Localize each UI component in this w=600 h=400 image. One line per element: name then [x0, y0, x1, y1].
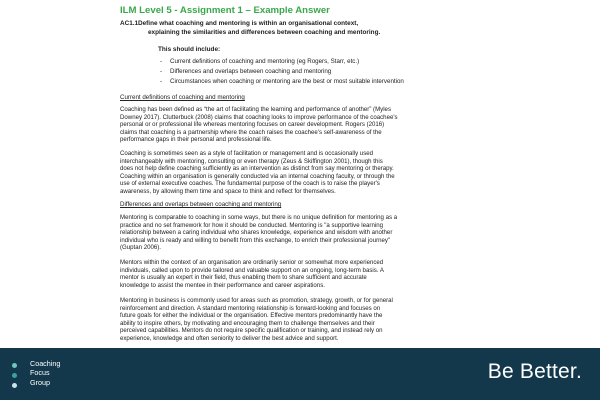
paragraph: Coaching has been defined as “the art of facilitating the learning and performance of another” (Myles Downey 2017). Clutterbuck (2008) claims that coaching looks to improve performance of the coachee's personal or or professional life whereas mentoring focuses on career development. Rogers (2016) claims that coaching is a partnership where the coach raises the coachee's self-awareness of the performance gaps in their personal and professional life.	[120, 106, 398, 144]
dash-icon: -	[160, 78, 163, 85]
logo-dots-icon	[10, 360, 20, 392]
logo-dot	[12, 363, 17, 368]
tagline: Be Better.	[487, 360, 582, 383]
dash-icon: -	[160, 68, 163, 75]
list-item: - Differences and overlaps between coaching and mentoring	[160, 68, 332, 75]
criterion-line: explaining the similarities and differences between coaching and mentoring.	[148, 28, 381, 36]
criterion-number: AC1.1	[120, 20, 139, 27]
section-heading: Current definitions of coaching and mentoring	[120, 94, 245, 101]
paragraph: Mentoring is comparable to coaching in some ways, but there is no unique definition for mentoring as a practice and no set framework for how it should be conducted. Mentoring is "a supportive learning relationship between a caring individual who shares knowledge, experience and wisdom with another individual who is ready and willing to benefit from this exchange, to enrich their professional journey" (Guptan 2006).	[120, 214, 398, 252]
logo-dot	[12, 383, 17, 388]
list-item: - Circumstances when coaching or mentoring are the best or most suitable intervention	[160, 78, 404, 85]
paragraph: Coaching is sometimes seen as a style of facilitation or management and is occasionally used interchangeably with mentoring, consulting or even therapy (Zeus & Skiffington 2001), though this does not help define coaching sufficiently as an intervention as distinct from say mentoring or therapy. Coaching within an organisation is generally conducted via an internal coaching faculty, or through the use of external executive coaches. The fundamental purpose of the coach is to raise the player's awareness, by allowing them time and space to think and reflect for themselves.	[120, 150, 395, 195]
logo-text: Coaching Focus Group	[30, 359, 61, 387]
document-title: ILM Level 5 - Assignment 1 – Example Answer	[120, 5, 330, 16]
include-heading: This should include:	[158, 46, 221, 53]
criterion-line: Define what coaching and mentoring is within an organisational context,	[138, 20, 359, 27]
include-list	[160, 57, 404, 87]
dash-icon: -	[160, 58, 163, 65]
logo-dot	[12, 373, 17, 378]
paragraph: Mentoring in business is commonly used for areas such as promotion, strategy, growth, or for general reinforcement and direction. A standard mentoring relationship is forward-looking and focuses on future goals for either the individual or the organisation. Effective mentors predominantly have the ability to inspire others, by motivating and encouraging them to challenge themselves and their perceived capabilities. Mentors do not require specific qualification or training, and instead rely on experience, knowledge and often seniority to deliver the best advice and support.	[120, 297, 393, 342]
paragraph: Mentors within the context of an organisation are ordinarily senior or somewhat more experienced individuals, called upon to provide tailored and valuable support on an ongoing, long-term basis. A mentor is usually an expert in their field, thus enabling them to share sufficient and accurate knowledge to assist the mentee in their performance and career aspirations.	[120, 259, 384, 289]
list-item: - Current definitions of coaching and mentoring (eg Rogers, Starr, etc.)	[160, 58, 360, 65]
section-heading: Differences and overlaps between coaching and mentoring	[120, 201, 282, 208]
criterion-text	[138, 20, 508, 37]
